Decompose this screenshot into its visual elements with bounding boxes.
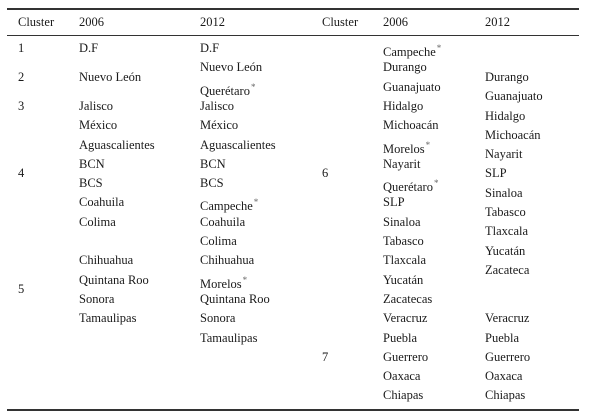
state-2012-text: Hidalgo: [485, 108, 526, 123]
cluster-number-text: 7: [322, 349, 329, 364]
state-2006: [383, 310, 427, 326]
state-2006-text: Aguascalientes: [79, 137, 155, 152]
table-header-rule: [7, 35, 579, 36]
header-cluster-left: Cluster: [18, 15, 55, 29]
state-2006: [79, 156, 105, 172]
state-2006-text: Durango: [383, 60, 427, 75]
state-2006: [383, 330, 417, 346]
state-2012-text: Guanajuato: [485, 89, 543, 104]
state-2006-text: Guerrero: [383, 349, 429, 364]
state-2012-text: BCN: [200, 156, 226, 171]
state-2006: [383, 40, 441, 60]
state-2012-text: Jalisco: [200, 98, 235, 113]
state-2012-text: Durango: [485, 69, 529, 84]
header-2012-right: 2012: [485, 15, 510, 29]
table-bottom-rule: [7, 409, 579, 411]
state-2006: [383, 233, 424, 249]
state-2006-text: Tlaxcala: [383, 253, 427, 268]
state-2006-text: Hidalgo: [383, 98, 424, 113]
state-2006-text: Jalisco: [79, 98, 114, 113]
state-2006-text: Tamaulipas: [79, 311, 137, 326]
state-2006-text: Nayarit: [383, 156, 421, 171]
state-2006: [383, 272, 423, 288]
cluster-number: [322, 165, 328, 181]
state-2006: [383, 137, 430, 157]
state-2012: [485, 330, 519, 346]
state-2012-text: Tlaxcala: [485, 224, 529, 239]
cluster-number-text: 5: [18, 282, 25, 297]
cluster-number-text: 3: [18, 98, 25, 113]
cluster-number: [18, 281, 24, 297]
state-2006: [79, 69, 141, 85]
state-2012: [200, 214, 245, 230]
header-2006-left: 2006: [79, 15, 104, 29]
state-2012: [485, 185, 523, 201]
state-2006: [79, 175, 103, 191]
state-2012-text: D.F: [200, 41, 220, 55]
state-2006: [79, 272, 149, 288]
state-2012-text: Quintana Roo: [200, 291, 270, 306]
state-2012-text: BCS: [200, 176, 224, 191]
state-2012: [485, 127, 541, 143]
state-2006-text: Oaxaca: [383, 369, 421, 384]
state-2012-text: Tamaulipas: [200, 330, 258, 345]
cluster-number: [18, 40, 24, 56]
state-2012: [200, 175, 224, 191]
state-2006: [383, 368, 420, 384]
state-2006: [79, 117, 117, 133]
cluster-number-text: 1: [18, 41, 25, 55]
cluster-number-text: 4: [18, 166, 25, 181]
state-2006-text: D.F: [79, 41, 99, 55]
state-2012: [200, 252, 254, 268]
state-2012: [485, 387, 525, 403]
state-2006: [383, 117, 439, 133]
state-2006-text: Colima: [79, 214, 116, 229]
state-2012-text: Nuevo León: [200, 60, 263, 75]
state-2006-text: México: [79, 118, 118, 133]
cluster-number: [18, 98, 24, 114]
state-2006: [383, 156, 420, 172]
state-2012: [200, 233, 237, 249]
state-2006-text: Nuevo León: [79, 69, 142, 84]
state-2012-text: Yucatán: [485, 243, 526, 258]
state-2012: [485, 69, 529, 85]
state-2006-text: Querétaro: [383, 180, 433, 195]
state-2006: [79, 40, 98, 56]
state-2012-text: México: [200, 118, 239, 133]
state-2012: [485, 88, 543, 104]
state-2006-text: Sinaloa: [383, 214, 421, 229]
state-2006-text: Sonora: [79, 291, 115, 306]
state-2006-text: Chihuahua: [79, 253, 134, 268]
state-2012-text: SLP: [485, 166, 507, 181]
asterisk-marker: *: [433, 178, 439, 189]
state-2012-text: Campeche: [200, 199, 253, 214]
state-2006-text: Campeche: [383, 45, 436, 59]
asterisk-marker: *: [253, 197, 259, 208]
state-2006-text: BCN: [79, 156, 105, 171]
state-2006-text: SLP: [383, 195, 405, 210]
asterisk-marker: *: [425, 139, 431, 150]
state-2006: [383, 291, 432, 307]
asterisk-marker: *: [250, 81, 256, 92]
state-2006-text: Morelos: [383, 141, 425, 156]
state-2006: [79, 252, 133, 268]
state-2006-text: Michoacán: [383, 118, 439, 133]
state-2006: [79, 291, 114, 307]
asterisk-marker: *: [242, 274, 248, 285]
state-2012: [485, 204, 526, 220]
cluster-number-text: 2: [18, 69, 25, 84]
state-2006-text: Veracruz: [383, 311, 428, 326]
state-2006: [383, 175, 438, 195]
state-2012: [485, 108, 525, 124]
state-2012: [200, 98, 234, 114]
state-2012-text: Sinaloa: [485, 185, 523, 200]
state-2006-text: Coahuila: [79, 195, 125, 210]
state-2012: [200, 156, 226, 172]
state-2012-text: Veracruz: [485, 311, 530, 326]
state-2012: [485, 368, 522, 384]
state-2012-text: Colima: [200, 234, 237, 248]
state-2012: [200, 291, 270, 307]
state-2012: [200, 194, 258, 214]
state-2006: [383, 59, 427, 75]
state-2006: [383, 349, 428, 365]
state-2012: [485, 262, 529, 278]
state-2012: [200, 310, 235, 326]
state-2006: [383, 214, 421, 230]
state-2006-text: Tabasco: [383, 234, 424, 248]
asterisk-marker: *: [436, 43, 442, 53]
state-2012: [485, 165, 507, 181]
state-2006-text: Yucatán: [383, 272, 424, 287]
state-2006-text: Zacatecas: [383, 291, 433, 306]
cluster-number: [18, 165, 24, 181]
state-2012-text: Puebla: [485, 330, 520, 345]
state-2012: [200, 330, 257, 346]
state-2012: [200, 40, 219, 56]
state-2006: [79, 310, 136, 326]
state-2012: [485, 146, 522, 162]
state-2006: [79, 194, 124, 210]
state-2012-text: Tabasco: [485, 205, 526, 220]
state-2012: [485, 243, 525, 259]
state-2006: [383, 79, 441, 95]
state-2012: [200, 79, 255, 99]
header-2006-right: 2006: [383, 15, 408, 29]
table-top-rule: [7, 8, 579, 10]
state-2006: [383, 98, 423, 114]
state-2012-text: Chiapas: [485, 388, 526, 403]
state-2006: [79, 98, 113, 114]
cluster-number-text: 6: [322, 166, 329, 181]
state-2006-text: Puebla: [383, 330, 418, 345]
state-2006-text: Chiapas: [383, 388, 424, 403]
state-2012-text: Sonora: [200, 311, 236, 326]
state-2006: [383, 194, 405, 210]
state-2012-text: Oaxaca: [485, 369, 523, 384]
state-2012-text: Morelos: [200, 276, 242, 291]
state-2006: [383, 387, 423, 403]
state-2012-text: Chihuahua: [200, 253, 255, 268]
state-2012: [200, 59, 262, 75]
state-2012-text: Aguascalientes: [200, 137, 276, 152]
state-2012: [485, 349, 530, 365]
state-2006: [79, 214, 116, 230]
state-2006: [79, 137, 155, 153]
state-2006-text: Quintana Roo: [79, 272, 149, 287]
state-2012-text: Coahuila: [200, 214, 246, 229]
state-2012-text: Zacateca: [485, 262, 530, 277]
state-2012: [200, 137, 276, 153]
cluster-number: [18, 69, 24, 85]
state-2012-text: Querétaro: [200, 83, 250, 98]
state-2006-text: BCS: [79, 176, 103, 191]
cluster-number: [322, 349, 328, 365]
state-2012-text: Nayarit: [485, 147, 523, 162]
state-2012-text: Michoacán: [485, 127, 541, 142]
state-2006-text: Guanajuato: [383, 79, 441, 94]
state-2012-text: Guerrero: [485, 349, 531, 364]
state-2012: [485, 310, 529, 326]
state-2006: [383, 252, 426, 268]
state-2012: [200, 117, 238, 133]
state-2012: [485, 223, 528, 239]
header-cluster-right: Cluster: [322, 15, 359, 29]
header-2012-left: 2012: [200, 15, 225, 29]
state-2012: [200, 272, 247, 292]
